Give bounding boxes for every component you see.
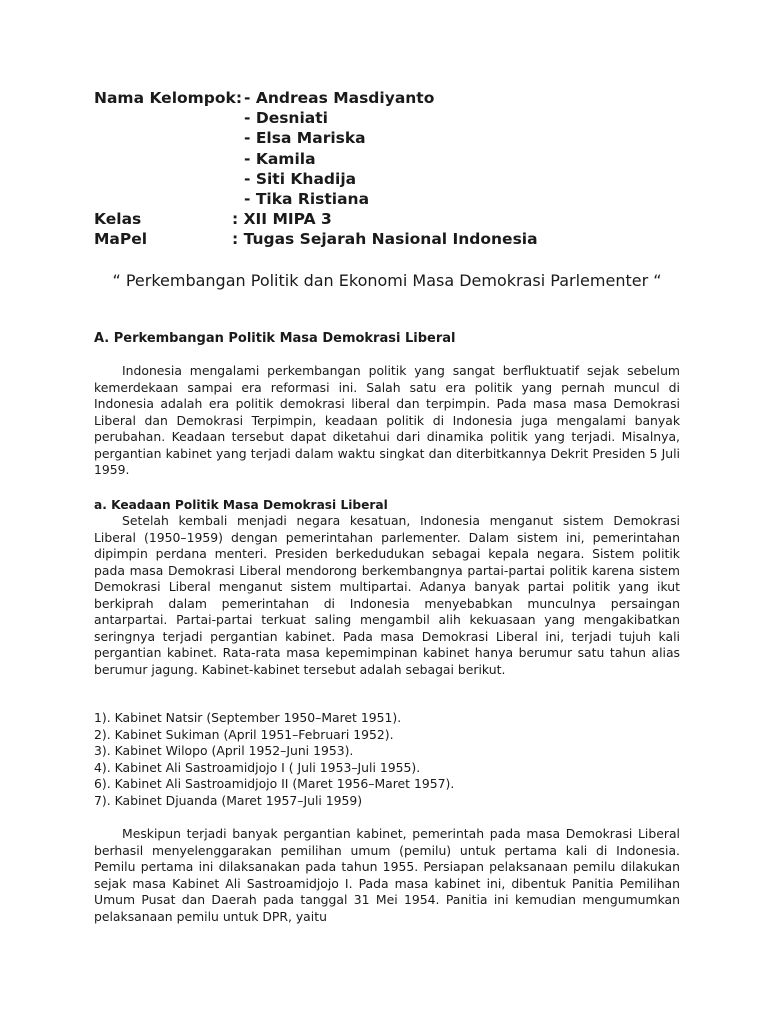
class-label: Kelas xyxy=(94,210,142,229)
member-name: - Siti Khadija xyxy=(244,169,357,188)
cabinet-list xyxy=(94,710,454,810)
document-title: “ Perkembangan Politik dan Ekonomi Masa Demokrasi Parlementer “ xyxy=(112,271,662,290)
body-paragraph: Setelah kembali menjadi negara kesatuan, Indonesia menganut sistem Demokrasi Liberal (1950–1959) dengan pemerintahan parlementer. Dalam sistem ini, pemerintahan dipimpin perdana menteri. Presiden berkedudukan sebagai kepala negara. Sistem politik pada masa Demokrasi Liberal mendorong berkembangnya partai-partai politik karena sistem Demokrasi Liberal menganut sistem multipartai. Adanya banyak partai politik yang ikut berkiprah dalam pemerintahan di Indonesia menyebabkan munculnya persaingan antarpartai. Partai-partai terkuat saling mengambil alih kekuasaan yang mengakibatkan seringnya terjadi pergantian kabinet. Pada masa Demokrasi Liberal ini, terjadi tujuh kali pergantian kabinet. Rata-rata masa kepemimpinan kabinet hanya berumur satu tahun alias berumur jagung. Kabinet-kabinet tersebut adalah sebagai berikut. xyxy=(94,513,680,677)
intro-paragraph: Indonesia mengalami perkembangan politik yang sangat berfluktuatif sejak sebelum kemerdekaan sampai era reformasi ini. Salah satu era politik yang pernah muncul di Indonesia adalah era politik demokrasi liberal dan terpimpin. Pada masa masa Demokrasi Liberal dan Demokrasi Terpimpin, keadaan politik di Indonesia juga mengalami banyak perubahan. Keadaan tersebut dapat diketahui dari dinamika politik yang terjadi. Misalnya, pergantian kabinet yang terjadi dalam waktu singkat dan diterbitkannya Dekrit Presiden 5 Juli 1959. xyxy=(94,363,680,477)
list-item: 6). Kabinet Ali Sastroamidjojo II (Maret 1956–Maret 1957). xyxy=(94,776,455,792)
group-row xyxy=(94,88,538,209)
member-name: - Tika Ristiana xyxy=(244,190,370,209)
member-list xyxy=(244,88,434,209)
subject-label: MaPel xyxy=(94,230,148,249)
list-item: 2). Kabinet Sukiman (April 1951–Februari 1952). xyxy=(94,726,394,742)
document-header xyxy=(94,88,538,250)
class-value: : XII MIPA 3 xyxy=(232,210,332,229)
list-item: 1). Kabinet Natsir (September 1950–Maret 1951). xyxy=(94,710,402,725)
list-item: 4). Kabinet Ali Sastroamidjojo I ( Juli 1953–Juli 1955). xyxy=(94,759,421,775)
group-label: Nama Kelompok: xyxy=(94,89,243,107)
closing-paragraph: Meskipun terjadi banyak pergantian kabinet, pemerintah pada masa Demokrasi Liberal berhasil menyelenggarakan pemilihan umum (pemilu) untuk pertama kali di Indonesia. Pemilu pertama ini dilaksanakan pada tahun 1955. Persiapan pelaksanaan pemilu dilakukan sejak masa Kabinet Ali Sastroamidjojo I. Pada masa kabinet ini, dibentuk Panitia Pemilihan Umum Pusat dan Daerah pada tanggal 31 Mei 1954. Panitia ini kemudian mengumumkan pelaksanaan pemilu untuk DPR, yaitu xyxy=(94,826,680,924)
member-name: - Andreas Masdiyanto xyxy=(244,89,435,107)
subject-row xyxy=(94,229,538,249)
subsection-heading: a. Keadaan Politik Masa Demokrasi Liberal xyxy=(94,498,388,512)
member-name: - Desniati xyxy=(244,109,328,128)
member-name: - Elsa Mariska xyxy=(244,129,366,148)
list-item: 7). Kabinet Djuanda (Maret 1957–Juli 1959) xyxy=(94,792,363,808)
class-row xyxy=(94,209,538,229)
subject-value: : Tugas Sejarah Nasional Indonesia xyxy=(232,230,538,249)
section-heading: A. Perkembangan Politik Masa Demokrasi Liberal xyxy=(94,331,456,346)
member-name: - Kamila xyxy=(244,149,316,168)
list-item: 3). Kabinet Wilopo (April 1952–Juni 1953). xyxy=(94,743,354,759)
